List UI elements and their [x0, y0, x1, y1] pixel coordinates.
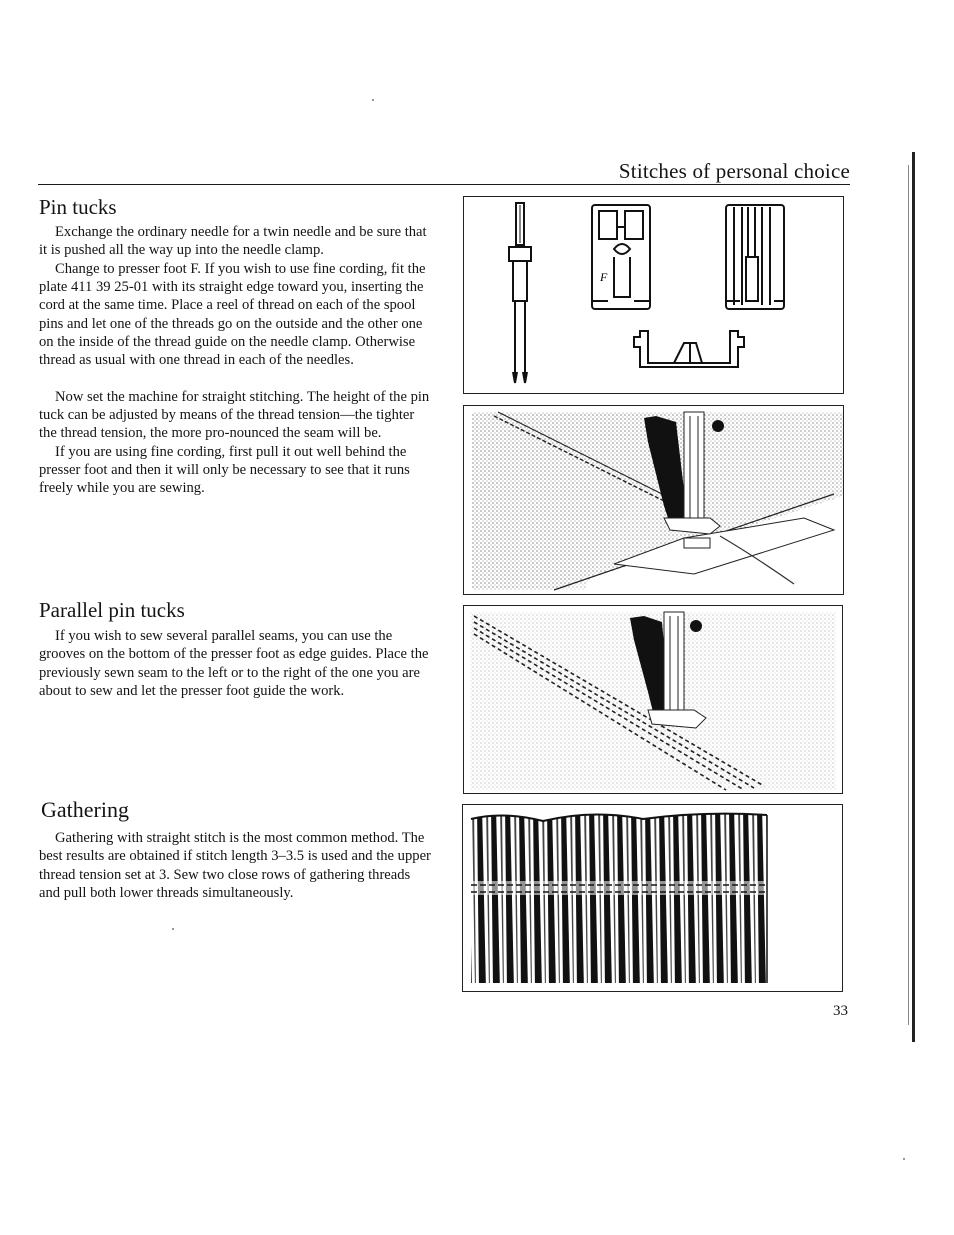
parallel-pin-tucks-heading: Parallel pin tucks [39, 598, 185, 622]
parallel-pin-tucks-illustration [464, 606, 842, 793]
page-title: Stitches of personal choice [618, 159, 850, 183]
gathering-body [39, 829, 431, 902]
pin-tucks-paragraph: If you are using fine cording, first pull it out well behind the presser foot and then it will only be necessary to see that it runs freely while you are sewing. [39, 443, 410, 497]
pin-tucks-paragraph: Change to presser foot F. If you wish to use fine cording, fit the plate 411 39 25-01 with its straight edge toward you, inserting the cord at the same time. Place a reel of thread on each of the spool pins and let one of the threads go on the outside and the other one on the inside of the thread guide on the needle clamp. Otherwise thread as usual with one thread in each of the needles. [39, 260, 426, 369]
parallel-pin-tucks-paragraph: If you wish to sew several parallel seams, you can use the grooves on the bottom of the presser foot as edge guides. Place the previously sewn seam to the left or to the right of the one you are about to sew and let the presser foot guide the work. [39, 628, 429, 700]
gathering-paragraph: Gathering with straight stitch is the most common method. The best results are obtained if stitch length 3–3.5 is used and the upper thread tension set at 3. Sew two close rows of gathering threads and pull both lower threads simultaneously. [39, 830, 431, 902]
twin-needle-foot-illustration [464, 197, 843, 393]
scan-speck [903, 1158, 905, 1160]
scan-speck [172, 928, 174, 930]
pin-tucks-paragraph: Exchange the ordinary needle for a twin needle and be sure that it is pushed all the way up into the needle clamp. [39, 224, 427, 259]
pin-tucks-paragraph: Now set the machine for straight stitching. The height of the pin tuck can be adjusted by means of the thread tension—the tighter the thread tension, the more pro-nounced the seam will be. [39, 388, 430, 442]
figure-twin-needle-presser-foot [463, 196, 844, 394]
foot-f-label: F [600, 270, 608, 284]
pin-tucks-heading: Pin tucks [39, 195, 117, 219]
pin-tuck-cording-illustration [464, 406, 843, 594]
gathering-illustration [463, 805, 842, 991]
figure-gathering [462, 804, 843, 992]
scan-edge-line [912, 152, 915, 1042]
pin-tucks-body [39, 223, 431, 498]
scan-speck [372, 99, 374, 101]
parallel-pin-tucks-body [39, 627, 431, 700]
figure-sewing-pin-tuck-cording [463, 405, 844, 595]
figure-parallel-pin-tucks [463, 605, 843, 794]
header-rule [38, 184, 850, 185]
gathering-heading: Gathering [41, 797, 129, 822]
scan-edge-line-faint [908, 165, 909, 1025]
page-number: 33 [833, 1003, 848, 1019]
